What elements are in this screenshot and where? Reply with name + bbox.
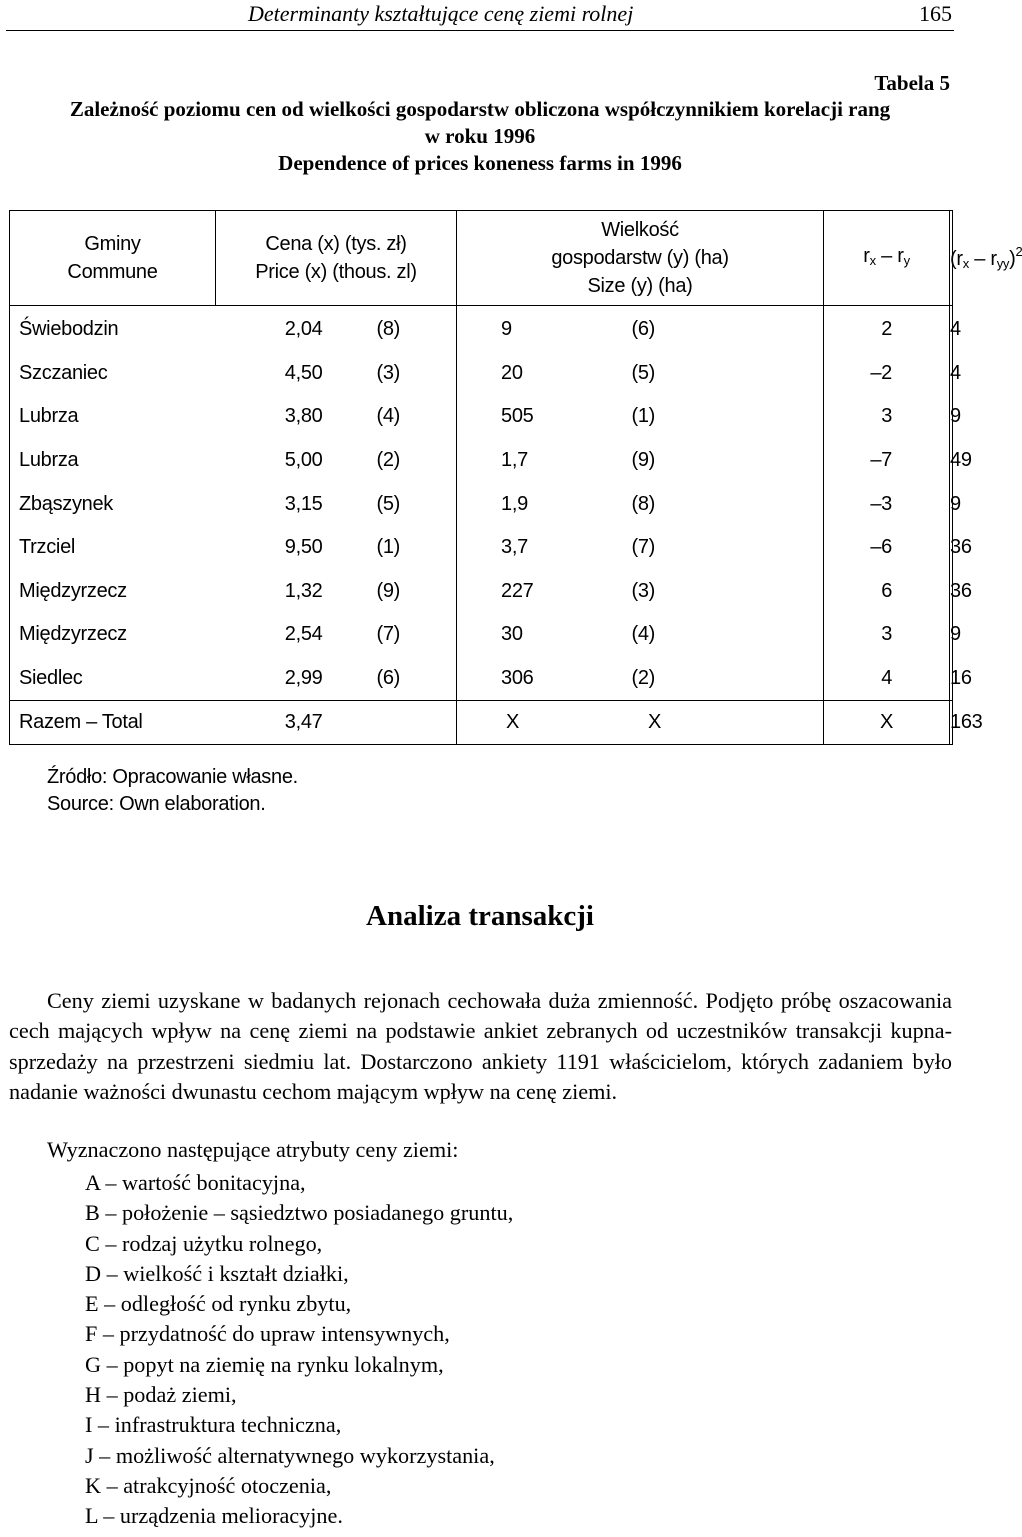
list-item: E – odległość od rynku zbytu,	[85, 1291, 352, 1317]
total-price: 3,47	[216, 701, 330, 745]
total-rank-diff-sq: 163	[950, 701, 953, 745]
cell-price: 2,04	[284, 318, 323, 341]
header-commune	[10, 211, 216, 306]
source-note-pl: Źródło: Opracowanie własne.	[47, 766, 298, 788]
cell-commune: Międzyrzecz	[10, 613, 216, 657]
cell-commune: Trzciel	[10, 526, 216, 570]
cell-size: 3,7	[501, 536, 528, 559]
cell-price: 2,54	[284, 623, 323, 646]
header-diff-sub1: x	[869, 252, 876, 268]
header-diff-r2: r	[897, 244, 904, 267]
table-row	[10, 439, 953, 483]
list-item: L – urządzenia melioracyjne.	[85, 1503, 343, 1529]
cell-size-rank: (4)	[531, 613, 824, 657]
total-size-rank: X	[531, 701, 824, 745]
cell-size: 30	[501, 623, 523, 646]
table-row	[10, 526, 953, 570]
cell-price: 5,00	[284, 449, 323, 472]
cell-price-rank: (3)	[330, 352, 457, 396]
header-size-pl-1: Wielkość	[601, 219, 679, 241]
cell-size-rank: (9)	[531, 439, 824, 483]
table-row	[10, 482, 953, 526]
table-row	[10, 613, 953, 657]
cell-size-rank: (7)	[531, 526, 824, 570]
cell-size: 1,7	[501, 449, 528, 472]
attributes-intro: Wyznaczono następujące atrybuty ceny ziemi:	[47, 1137, 459, 1162]
header-diff-dash: –	[881, 244, 892, 267]
header-commune-en: Commune	[67, 261, 158, 283]
cell-rank-diff: 3	[824, 395, 950, 439]
total-price-rank	[330, 701, 457, 745]
cell-size-rank: (5)	[531, 352, 824, 396]
cell-price: 3,80	[284, 405, 323, 428]
cell-size: 9	[501, 318, 512, 341]
table-row	[10, 352, 953, 396]
list-item: D – wielkość i kształt działki,	[85, 1260, 349, 1286]
cell-commune: Lubrza	[10, 439, 216, 483]
cell-rank-diff: –7	[824, 439, 950, 483]
cell-size-rank: (8)	[531, 482, 824, 526]
cell-rank-diff-sq: 9	[950, 395, 953, 439]
header-rank-difference	[824, 211, 950, 306]
cell-price: 1,32	[284, 579, 323, 602]
table-row	[10, 570, 953, 614]
page-number: 165	[919, 1, 952, 26]
table-row	[10, 657, 953, 701]
cell-commune: Zbąszynek	[10, 482, 216, 526]
list-item: B – położenie – sąsiedztwo posiadanego gruntu,	[85, 1200, 514, 1226]
cell-rank-diff: –3	[824, 482, 950, 526]
cell-rank-diff-sq: 4	[950, 306, 953, 352]
cell-price-rank: (6)	[330, 657, 457, 701]
cell-size: 20	[501, 361, 523, 384]
table-header-row	[10, 211, 953, 306]
cell-rank-diff-sq: 4	[950, 352, 953, 396]
cell-commune: Międzyrzecz	[10, 570, 216, 614]
cell-commune: Szczaniec	[10, 352, 216, 396]
table-label: Tabela 5	[874, 71, 950, 95]
cell-price-rank: (9)	[330, 570, 457, 614]
header-diff-sub2: y	[903, 252, 910, 268]
cell-price: 4,50	[284, 361, 323, 384]
header-price-en: Price (x) (thous. zl)	[255, 261, 417, 283]
cell-rank-diff: –2	[824, 352, 950, 396]
cell-commune: Lubrza	[10, 395, 216, 439]
header-sq-exponent: 2	[1015, 244, 1022, 259]
cell-price: 9,50	[284, 536, 323, 559]
cell-size: 1,9	[501, 492, 528, 515]
running-title: Determinanty kształtujące cenę ziemi rolnej	[248, 1, 634, 26]
header-sq-dash: –	[974, 248, 986, 270]
list-item: J – możliwość alternatywnego wykorzystania,	[85, 1442, 495, 1468]
cell-price-rank: (4)	[330, 395, 457, 439]
header-price	[216, 211, 457, 306]
list-item: H – podaż ziemi,	[85, 1382, 237, 1408]
cell-rank-diff-sq: 9	[950, 613, 953, 657]
cell-size-rank: (3)	[531, 570, 824, 614]
cell-rank-diff: 4	[824, 657, 950, 701]
cell-rank-diff-sq: 49	[950, 439, 953, 483]
table-caption-pl: Zależność poziomu cen od wielkości gospodarstw obliczona współczynnikiem korelacji rang	[69, 97, 891, 121]
table-caption-en: Dependence of prices koneness farms in 1996	[278, 151, 682, 175]
total-size: X	[457, 701, 531, 745]
cell-size: 227	[501, 579, 534, 602]
cell-size-rank: (1)	[531, 395, 824, 439]
running-header	[6, 0, 954, 31]
cell-rank-diff: 3	[824, 613, 950, 657]
section-heading: Analiza transakcji	[366, 900, 594, 932]
cell-rank-diff-sq: 9	[950, 482, 953, 526]
list-item: A – wartość bonitacyjna,	[85, 1170, 306, 1195]
cell-rank-diff-sq: 16	[950, 657, 953, 701]
cell-size: 306	[501, 667, 534, 690]
header-sq-sub1: x	[962, 256, 969, 271]
table-caption-pl-year: w roku 1996	[424, 124, 536, 148]
header-size-pl-2: gospodarstw (y) (ha)	[551, 247, 729, 269]
cell-rank-diff: 2	[824, 306, 950, 352]
cell-price: 2,99	[284, 667, 323, 690]
cell-price-rank: (7)	[330, 613, 457, 657]
cell-size-rank: (2)	[531, 657, 824, 701]
cell-price-rank: (8)	[330, 306, 457, 352]
cell-commune: Świebodzin	[10, 306, 216, 352]
header-sq-close: )	[1009, 248, 1016, 270]
header-size	[457, 211, 824, 306]
total-label: Razem – Total	[10, 701, 216, 745]
cell-rank-diff-sq: 36	[950, 570, 953, 614]
header-sq-open: (r	[950, 248, 963, 270]
cell-size: 505	[501, 405, 534, 428]
header-commune-pl: Gminy	[84, 233, 141, 255]
cell-rank-diff: 6	[824, 570, 950, 614]
table-total-row	[10, 701, 953, 745]
header-sq-sub2: yy	[996, 256, 1010, 271]
cell-price-rank: (5)	[330, 482, 457, 526]
list-item: K – atrakcyjność otoczenia,	[85, 1472, 332, 1498]
table-row	[10, 306, 953, 352]
attributes-list	[85, 1168, 513, 1532]
cell-rank-diff-sq: 36	[950, 526, 953, 570]
header-size-en: Size (y) (ha)	[587, 275, 693, 297]
table-row	[10, 395, 953, 439]
cell-commune: Siedlec	[10, 657, 216, 701]
header-rank-difference-squared	[950, 211, 1022, 306]
cell-size-rank: (6)	[531, 306, 824, 352]
total-rank-diff: X	[824, 701, 950, 745]
list-item: C – rodzaj użytku rolnego,	[85, 1230, 323, 1256]
header-price-pl: Cena (x) (tys. zł)	[265, 233, 407, 255]
list-item: F – przydatność do upraw intensywnych,	[85, 1321, 450, 1347]
data-table	[9, 210, 1022, 745]
body-paragraph: Ceny ziemi uzyskane w badanych rejonach cechowała duża zmienność. Podjęto próbę oszacowania cech mających wpływ na cenę ziemi na podstawie ankiet zebranych od uczestników transakcji kupna-sprzedaży na przestrzeni siedmiu lat. Dostarczono ankiety 1191 właścicielom, których zadaniem było nadanie ważności dwunastu cechom mającym wpływ na cenę ziemi.	[9, 988, 952, 1104]
cell-price-rank: (2)	[330, 439, 457, 483]
list-item: I – infrastruktura techniczna,	[85, 1412, 342, 1438]
list-item: G – popyt na ziemię na rynku lokalnym,	[85, 1351, 444, 1377]
cell-rank-diff: –6	[824, 526, 950, 570]
cell-price-rank: (1)	[330, 526, 457, 570]
source-note-en: Source: Own elaboration.	[47, 793, 266, 815]
header-sq-r2: r	[990, 248, 997, 270]
cell-price: 3,15	[284, 492, 323, 515]
header-diff-r1: r	[863, 244, 870, 267]
